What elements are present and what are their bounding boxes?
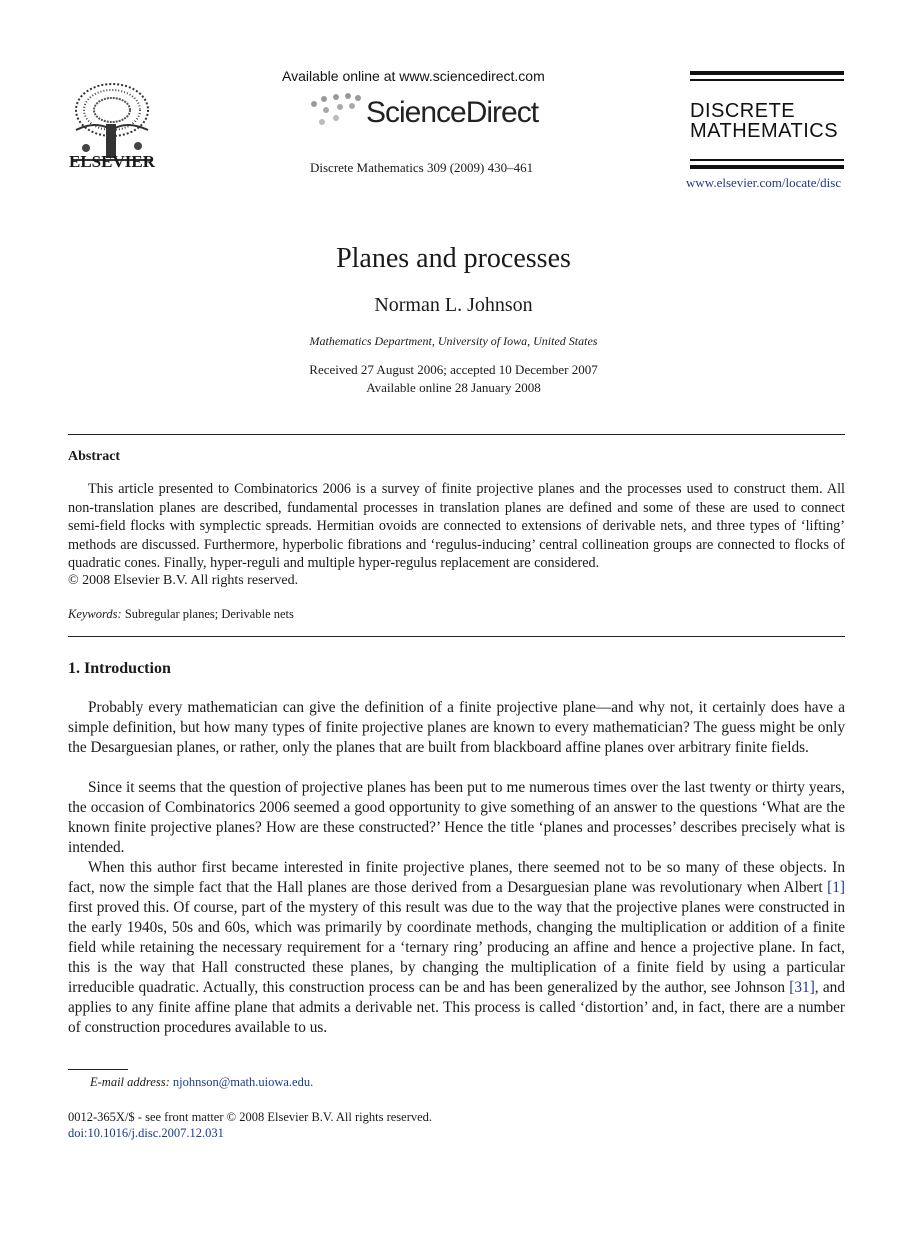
journal-title-line1: DISCRETE (690, 100, 796, 122)
citation-link[interactable]: [1] (827, 879, 845, 896)
section-heading: 1. Introduction (68, 660, 171, 677)
journal-title-rule (690, 79, 844, 81)
available-date: Available online 28 January 2008 (366, 380, 541, 395)
journal-title-rule (690, 165, 844, 169)
keywords-label: Keywords: (68, 607, 122, 621)
paragraph: Probably every mathematician can give the definition of a finite projective plane—and why not, it certainly does have a simple definition, but how many types of finite projective planes are known to every mathematician? The guess might be only the Desarguesian planes, or rather, only the planes that are built from blackboard affine planes over arbitrary finite fields. (68, 699, 845, 756)
journal-title-line2: MATHEMATICS (690, 120, 839, 142)
footnote-divider (68, 1069, 128, 1070)
sciencedirect-wordmark: ScienceDirect (366, 96, 539, 129)
doi-link[interactable]: doi:10.1016/j.disc.2007.12.031 (68, 1126, 224, 1140)
section-divider (68, 636, 845, 637)
paragraph-text: , and applies to any finite affine plane that admits a derivable net. This process is called ‘distortion’ and, in fact, there are a number of construction procedures available to us. (68, 979, 845, 1036)
issn-line: 0012-365X/$ - see front matter © 2008 Elsevier B.V. All rights reserved. (68, 1110, 433, 1124)
author-affiliation: Mathematics Department, University of Iowa, United States (309, 334, 598, 348)
sciencedirect-dots-icon (306, 92, 366, 128)
journal-url-link[interactable]: www.elsevier.com/locate/disc (686, 175, 842, 190)
paragraph (68, 858, 845, 1038)
journal-title (690, 101, 838, 141)
paper-title: Planes and processes (336, 243, 571, 274)
abstract-copyright: © 2008 Elsevier B.V. All rights reserved. (68, 573, 299, 588)
received-dates: Received 27 August 2006; accepted 10 December 2007 (309, 362, 598, 377)
publisher-logo-text: ELSEVIER (69, 152, 155, 171)
author-email-footnote (90, 1075, 313, 1090)
available-online-text: Available online at www.sciencedirect.com (282, 68, 545, 84)
email-label: E-mail address: (90, 1075, 170, 1089)
journal-title-rule (690, 159, 844, 161)
journal-reference: Discrete Mathematics 309 (2009) 430–461 (310, 160, 534, 175)
paragraph-text: When this author first became interested in finite projective planes, there seemed not to be so many of these objects. In fact, now the simple fact that the Hall planes are those derived from a Desarguesian plane was revolutionary when Albert (68, 859, 845, 896)
email-link[interactable]: njohnson@math.uiowa.edu. (172, 1075, 314, 1089)
keywords-line (68, 607, 294, 622)
paragraph: Since it seems that the question of projective planes has been put to me numerous times over the last twenty or thirty years, the occasion of Combinatorics 2006 seemed a good opportunity to give something of an answer to the questions ‘What are the known finite projective planes? How are these constructed?’ Hence the title ‘planes and processes’ describes precisely what is intended. (68, 779, 845, 856)
section-divider (68, 434, 845, 435)
journal-title-rule (690, 71, 844, 75)
abstract-heading: Abstract (68, 449, 121, 464)
paragraph-text: first proved this. Of course, part of the mystery of this result was due to the way that the projective planes were constructed in the early 1940s, 50s and 60s, which was primarily by coordinate methods, changing the multiplication or addition of a finite field while retaining the necessary requirement for a ‘ternary ring’ producing an affine and hence a projective plane. In fact, this is the way that Hall constructed these planes, by changing the multiplication of a finite field by using a particular irreducible quadratic. Actually, this construction process can be and has been generalized by the author, see Johnson (68, 899, 845, 996)
abstract-text: This article presented to Combinatorics 2006 is a survey of finite projective planes and the processes used to construct them. All non-translation planes are described, fundamental processes in translation planes are defined and some of these are used to connect semi-field flocks with symplectic spreads. Hermitian ovoids are connected to extensions of derivable nets, and three types of ‘lifting’ methods are discussed. Furthermore, hyperbolic fibrations and ‘regulus-inducing’ central collineation groups are connected to flocks of quadratic cones. Finally, hyper-reguli and multiple hyper-regulus replacement are considered. (68, 481, 845, 571)
citation-link[interactable]: [31] (789, 979, 815, 996)
keywords-values: Subregular planes; Derivable nets (124, 607, 294, 621)
author-name: Norman L. Johnson (374, 294, 533, 316)
